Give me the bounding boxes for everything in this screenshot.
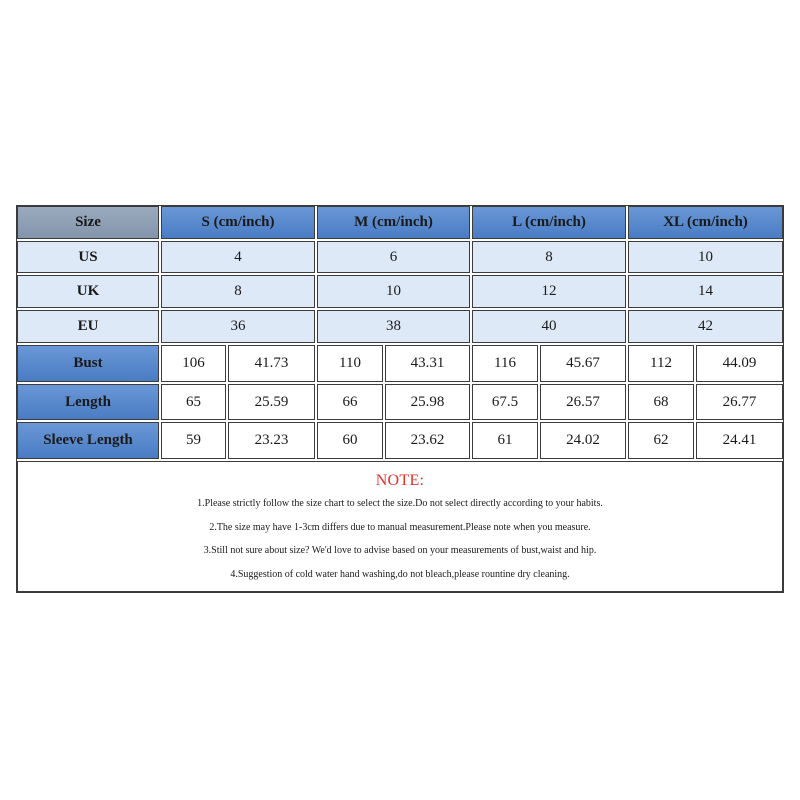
- table-cell: 26.77: [696, 384, 783, 420]
- table-cell: 4: [161, 241, 315, 273]
- table-cell: 40: [472, 310, 626, 343]
- row-label-length: Length: [17, 384, 159, 420]
- note-line-1: 1.Please strictly follow the size chart to select the size.Do not select directly according to your habits.: [197, 498, 603, 509]
- column-header-xl: XL (cm/inch): [628, 206, 783, 239]
- note-line-2: 2.The size may have 1-3cm differs due to manual measurement.Please note when you measure.: [209, 521, 591, 533]
- table-cell: 6: [317, 241, 470, 273]
- table-cell: 59: [161, 422, 226, 459]
- table-cell: 60: [317, 422, 383, 459]
- table-cell: 12: [472, 275, 626, 308]
- table-cell: 68: [628, 384, 694, 420]
- row-label-us: US: [17, 241, 159, 273]
- table-cell: 36: [161, 310, 315, 343]
- table-cell: 66: [317, 384, 383, 420]
- table-cell: 24.41: [696, 422, 783, 459]
- table-cell: 110: [317, 345, 383, 382]
- table-cell: 8: [161, 275, 315, 308]
- row-label-eu: EU: [17, 310, 159, 343]
- corner-header: Size: [17, 206, 159, 239]
- column-header-m: M (cm/inch): [317, 206, 470, 239]
- note-line-3: 3.Still not sure about size? We'd love to advise based on your measurements of bust,waist and hip.: [203, 545, 597, 556]
- row-label-sleeve-length: Sleeve Length: [17, 422, 159, 459]
- table-cell: 25.59: [228, 384, 315, 420]
- notes-box: [17, 461, 783, 592]
- table-cell: 44.09: [696, 345, 783, 382]
- column-header-l: L (cm/inch): [472, 206, 626, 239]
- table-cell: 43.31: [385, 345, 470, 382]
- note-line-4: 4.Suggestion of cold water hand washing,do not bleach,please rountine dry cleaning.: [230, 568, 570, 580]
- table-cell: 61: [472, 422, 538, 459]
- table-cell: 41.73: [228, 345, 315, 382]
- table-cell: 10: [628, 241, 783, 273]
- table-cell: 10: [317, 275, 470, 308]
- table-cell: 26.57: [540, 384, 626, 420]
- table-cell: 62: [628, 422, 694, 459]
- row-label-uk: UK: [17, 275, 159, 308]
- table-cell: 67.5: [472, 384, 538, 420]
- table-cell: 42: [628, 310, 783, 343]
- table-cell: 14: [628, 275, 783, 308]
- table-cell: 65: [161, 384, 226, 420]
- table-cell: 8: [472, 241, 626, 273]
- table-cell: 112: [628, 345, 694, 382]
- note-title: NOTE:: [375, 472, 425, 489]
- row-label-bust: Bust: [17, 345, 159, 382]
- table-cell: 45.67: [540, 345, 626, 382]
- table-cell: 25.98: [385, 384, 470, 420]
- table-cell: 23.23: [228, 422, 315, 459]
- table-cell: 106: [161, 345, 226, 382]
- table-cell: 38: [317, 310, 470, 343]
- table-cell: 24.02: [540, 422, 626, 459]
- table-cell: 116: [472, 345, 538, 382]
- table-cell: 23.62: [385, 422, 470, 459]
- column-header-s: S (cm/inch): [161, 206, 315, 239]
